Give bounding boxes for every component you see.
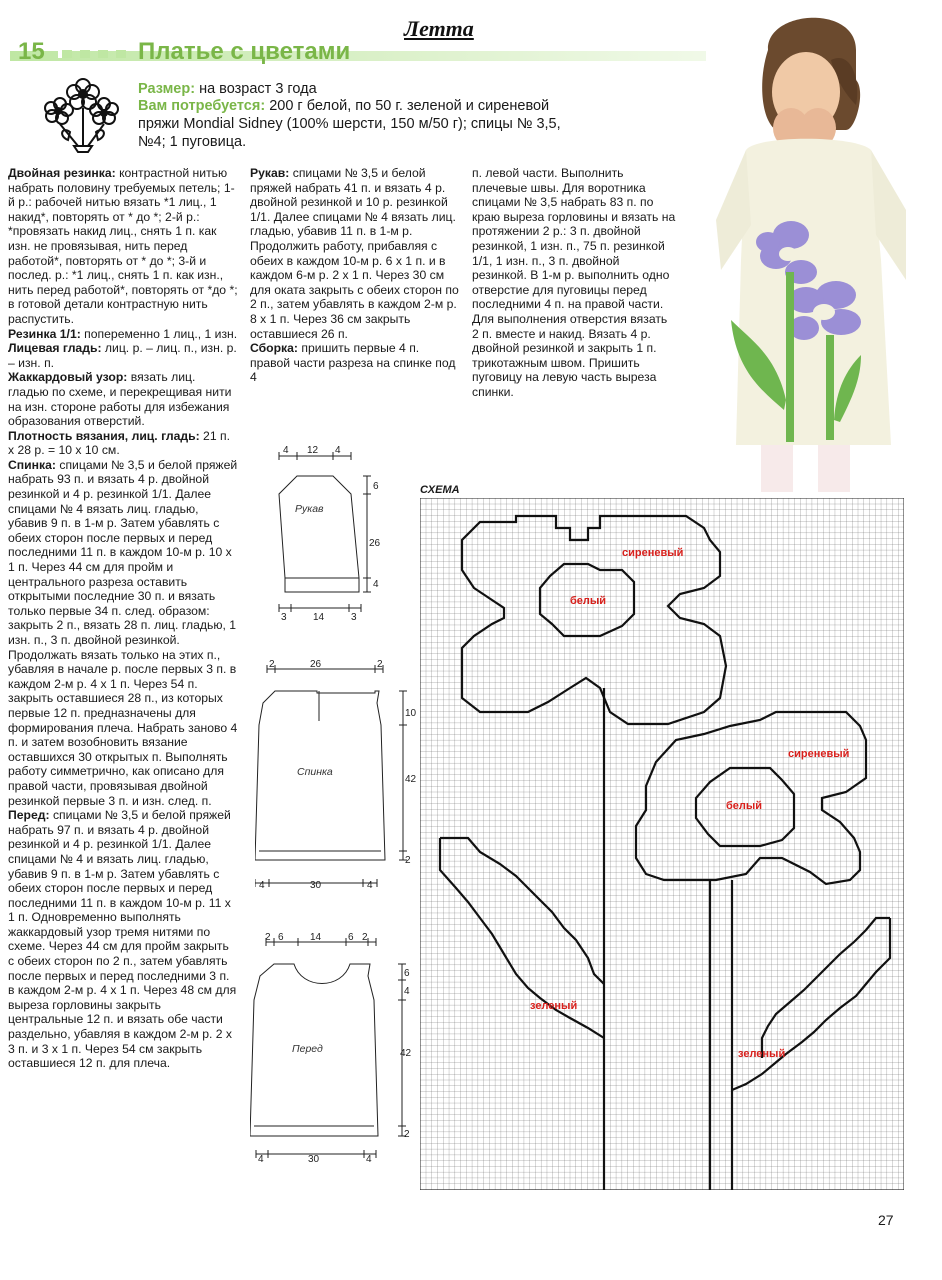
back-dim-top-right: 2 bbox=[377, 659, 383, 670]
sleeve-dim-top-left: 4 bbox=[283, 445, 289, 456]
title-dashes bbox=[58, 47, 130, 61]
sleeve-dim-bot-mid: 14 bbox=[313, 612, 325, 622]
front-dim-top-4: 6 bbox=[348, 932, 354, 943]
back-dim-right-mid: 42 bbox=[405, 774, 417, 785]
white-label-right: белый bbox=[726, 800, 763, 812]
sleeve-dim-top-right: 4 bbox=[335, 445, 341, 456]
sleeve-diagram bbox=[255, 442, 395, 622]
green-label-right: зеленый bbox=[738, 1048, 786, 1060]
materials-value-1: 200 г белой, по 50 г. зеленой и сиреневой bbox=[269, 98, 550, 114]
front-dim-right-2: 4 bbox=[404, 986, 410, 997]
front-text: спицами № 3,5 и белой пряжей набрать 97 п. и вязать 4 р. двойной резинкой и 4 р. резинкой 1/1. Далее спицами № 4 и вязать лиц. гладью, убавив 9 п. в 1-м р. Затем убавлять с обеих сторон после первых и перед последними 11 п. в каждом 10-м р. 11 х 1 п. Одновременно выполнять жаккардовый узор тремя нитями по схеме. Через 44 см для пройм закрыть с обеих сторон по 2 п., затем убавлять после первых и перед последними 3 п. в каждом 2-м р. 4 х 1 п. Через 48 см для выреза горловины закрыть центральные 12 п. и вязать обе части раздельно, убавляя в каждом 2-м р. 2 х 3 п. и 3 х 1 п. Через 54 см закрыть оставшиеся 12 п. для плеча. bbox=[8, 808, 237, 1071]
rib-label: Резинка 1/1: bbox=[8, 326, 81, 341]
materials-value-3: №4; 1 пуговица. bbox=[138, 134, 247, 150]
pattern-number: 15 bbox=[18, 38, 45, 65]
sleeve-dim-right-top: 6 bbox=[373, 481, 379, 492]
rib-text: попеременно 1 лиц., 1 изн. bbox=[84, 326, 238, 341]
back-label: Спинка bbox=[297, 766, 333, 778]
front-dim-right-mid: 42 bbox=[400, 1048, 412, 1059]
stockinette-text: лиц. р. – лиц. п., изн. р. – изн. п. bbox=[8, 341, 237, 370]
double-rib-text: контрастной нитью набрать половину требуемых петель; 1-й р.: рабочей нитью вязать *1 лиц., 1 накид*, повторять от * до *; 2-й р.: *провязать накид лиц., снять 1 п. как изн. не провязывая, нить перед работой*, повторять от * до *; 3-й и послед. р.: *1 лиц., снять 1 п. как изн., нить перед работой*, повторять от *до *; в готовой детали контрастную нить распустить. bbox=[8, 166, 238, 326]
girl-photo bbox=[706, 10, 936, 492]
materials-line bbox=[138, 97, 549, 115]
size-label: Размер: bbox=[138, 81, 196, 97]
back-dim-right-bot: 2 bbox=[405, 855, 411, 866]
back-label: Спинка: bbox=[8, 457, 56, 472]
jacquard-text: вязать лиц. гладью по схеме, и перекрещивая нити на изн. стороне работы для избежания образования отверстий. bbox=[8, 370, 232, 429]
page-number: 27 bbox=[878, 1212, 894, 1228]
instructions-column-2 bbox=[250, 166, 460, 385]
front-dim-top-1: 2 bbox=[265, 932, 271, 943]
size-value: на возраст 3 года bbox=[199, 81, 317, 97]
gauge-text: 21 п. х 28 р. = 10 х 10 см. bbox=[8, 428, 230, 458]
front-dim-right-bot: 2 bbox=[404, 1129, 410, 1140]
front-dim-top-5: 2 bbox=[362, 932, 368, 943]
front-diagram bbox=[250, 928, 420, 1168]
sleeve-label: Рукав: bbox=[250, 166, 290, 180]
back-diagram bbox=[255, 655, 420, 895]
front-dim-top-3: 14 bbox=[310, 932, 322, 943]
green-label-left: зеленый bbox=[530, 1000, 578, 1012]
stockinette-label: Лицевая гладь: bbox=[8, 341, 102, 356]
assembly-continued-text: п. левой части. Выполнить плечевые швы. Для воротника спицами № 3,5 набрать 83 п. по краю выреза горловины и вязать на протяжении 2 р.: 3 п. двойной резинкой, 1 изн. п., 75 п. резинкой 1/1, 1 изн. п., 3 п. двойной резинкой. В 1-м р. выполнить одно отверстие для пуговицы перед последними 4 п. на правой части. Для выполнения отверстия вязать 2 п. вместе и накид. Вязать 4 р. двойной резинкой и закрыть 1 п. трикотажным швом. Пришить пуговицу на левую часть выреза спинки. bbox=[472, 166, 676, 399]
pattern-title: Платье с цветами bbox=[138, 38, 351, 65]
brand-logo: Летта bbox=[404, 16, 474, 41]
schema-title: СХЕМА bbox=[420, 484, 460, 496]
front-label: Перед: bbox=[8, 808, 50, 823]
back-dim-bot-left: 4 bbox=[259, 880, 265, 891]
double-rib-label: Двойная резинка: bbox=[8, 166, 116, 180]
instructions-column-3 bbox=[472, 166, 677, 400]
gauge-label: Плотность вязания, лиц. гладь: bbox=[8, 428, 200, 443]
back-dim-right-top: 10 bbox=[405, 708, 417, 719]
back-text: спицами № 3,5 и белой пряжей набрать 93 п. и вязать 4 р. двойной резинкой и 4 р. резинкой 1/1. Далее спицами № 4 вязать лиц. гладью, убавив 9 п. в 1-м р. Затем убавлять с обеих сторон после первых и перед последними 11 п. в каждом 10-м р. 10 х 1 п. Через 44 см для пройм и центрального разреза оставить открытыми последние 30 п. и вязать только первые 34 п. след. образом: закрыть 2 п., вязать 28 п. лиц. гладью, 1 изн. п., 3 п. двойной резинкой. Продолжать вязать только на этих п., убавляя в начале р. после первых 3 п. в каждом 2-м р. 4 х 1 п. Через 54 п. закрыть оставшиеся 28 п., из которых первые 12 п. предназначены для формирования плеча. Набрать заново 4 п. и затем возобновить вязание оставшихся 30 открытых п. Выполнять работу симметрично, как описано для правой части, провязывая двойной резинкой первые 3 п. и изн. след. п. bbox=[8, 457, 238, 808]
back-dim-top-left: 2 bbox=[269, 659, 275, 670]
sleeve-dim-bot-right: 3 bbox=[351, 612, 357, 622]
lilac-label-right: сиреневый bbox=[788, 748, 850, 760]
sleeve-label: Рукав bbox=[295, 503, 324, 515]
sleeve-dim-right-mid: 26 bbox=[369, 538, 381, 549]
size-line bbox=[138, 80, 317, 98]
front-dim-bot-left: 4 bbox=[258, 1154, 264, 1165]
front-dim-bot-right: 4 bbox=[366, 1154, 372, 1165]
instructions-column-1 bbox=[8, 166, 238, 1071]
materials-value-2: пряжи Mondial Sidney (100% шерсти, 150 м/50 г); спицы № 3,5, bbox=[138, 116, 561, 132]
front-label: Перед bbox=[292, 1043, 323, 1055]
materials-label: Вам потребуется: bbox=[138, 98, 266, 114]
assembly-label: Сборка: bbox=[250, 341, 298, 356]
back-dim-top-mid: 26 bbox=[310, 659, 322, 670]
flower-bouquet-icon bbox=[40, 74, 126, 154]
jacquard-label: Жаккардовый узор: bbox=[8, 370, 128, 385]
assembly-text: пришить первые 4 п. правой части разреза на спинке под 4 bbox=[250, 341, 456, 385]
white-label-top: белый bbox=[570, 595, 607, 607]
front-dim-bot-mid: 30 bbox=[308, 1154, 320, 1165]
back-dim-bot-right: 4 bbox=[367, 880, 373, 891]
back-dim-bot-mid: 30 bbox=[310, 880, 322, 891]
sleeve-dim-bot-left: 3 bbox=[281, 612, 287, 622]
sleeve-dim-top-mid: 12 bbox=[307, 445, 319, 456]
lilac-label-top: сиреневый bbox=[622, 547, 684, 559]
jacquard-chart bbox=[420, 498, 904, 1190]
front-dim-right-top: 6 bbox=[404, 968, 410, 979]
front-dim-top-2: 6 bbox=[278, 932, 284, 943]
sleeve-text: спицами № 3,5 и белой пряжей набрать 41 п. и вязать 4 р. двойной резинкой и 10 р. резинкой 1/1. Далее спицами № 4 вязать лиц. гладью, убавив 11 п. в 1-м р. Продолжить работу, прибавляя с обеих в каждом 10-м р. 6 х 1 п. и в каждом 6-м р. 2 х 1 п. Через 30 см для оката закрыть с обеих сторон по 2 п., затем убавлять в каждом 2-м р. 8 х 1 п. Через 36 см закрыть оставшиеся 26 п. bbox=[250, 166, 459, 341]
sleeve-dim-right-bot: 4 bbox=[373, 579, 379, 590]
